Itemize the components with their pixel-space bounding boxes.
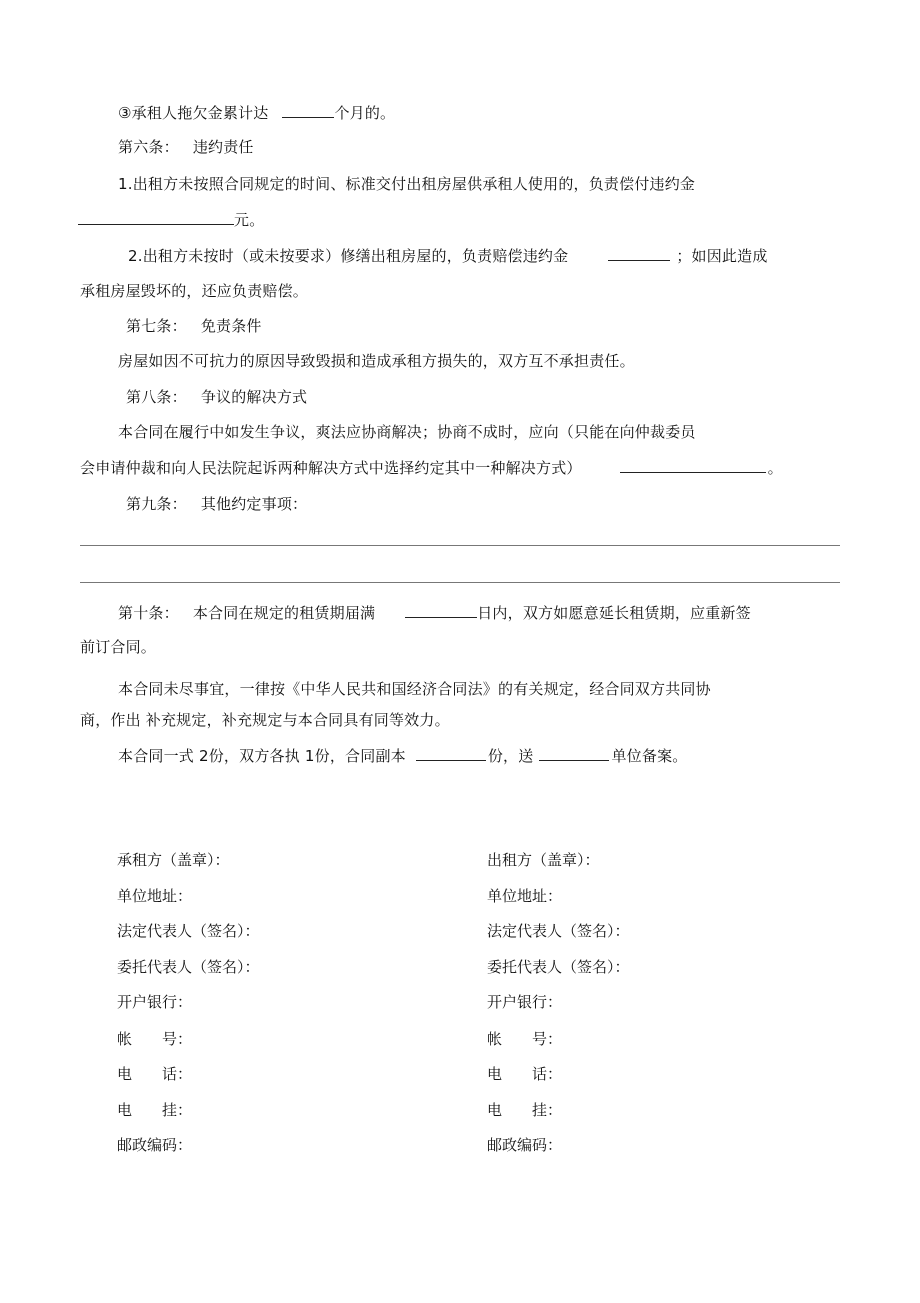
clause10-line1: [118, 601, 751, 624]
clause6-item2-line2: 承租房屋毁坏的，还应负责赔偿。: [80, 282, 309, 300]
clause6-title: 违约责任: [192, 138, 254, 156]
copies-each: 1: [304, 747, 315, 765]
clause7-title: 免责条件: [200, 317, 262, 335]
lessor-agent: 委托代表人（签名）：: [487, 958, 630, 976]
misc-line1: 本合同未尽事宜，一律按《中华人民共和国经济合同法》的有关规定，经合同双方共同协: [118, 680, 711, 698]
clause6-item1-suffix: 元。: [234, 211, 265, 229]
lessor-postcode: 邮政编码：: [487, 1136, 563, 1154]
lessee-agent: 委托代表人（签名）：: [117, 958, 260, 976]
lessee-phone: 电 话：: [117, 1065, 193, 1083]
clause6-item1-line2: [78, 208, 264, 231]
lessor-bank: 开户银行：: [487, 993, 563, 1011]
lessee-bank: 开户银行：: [117, 993, 193, 1011]
copies-count: 2: [198, 747, 209, 765]
clause5-item3-prefix: ③承租人拖欠金累计达: [118, 104, 269, 122]
copies-part4: 份，送: [487, 747, 534, 765]
clause7-body: 房屋如因不可抗力的原因导致毁损和造成承租方损失的，双方互不承担责任。: [118, 352, 635, 370]
clause7-heading: 第七条：: [126, 317, 187, 335]
clause9-heading: 第九条：: [126, 495, 187, 513]
clause6-item2-suffix: ；如因此造成: [676, 247, 768, 265]
lessee-legal-rep: 法定代表人（签名）：: [117, 922, 260, 940]
lessor-phone: 电 话：: [487, 1065, 563, 1083]
lessor-cable: 电 挂：: [487, 1101, 563, 1119]
copies-part1: 本合同一式: [118, 747, 195, 765]
lessor-account: 帐 号：: [487, 1030, 563, 1048]
lessor-title: 出租方（盖章）：: [487, 851, 600, 869]
clause8-line2: [80, 456, 783, 479]
other-terms-rule-1: [80, 545, 840, 546]
copies-part5: 单位备案。: [611, 747, 688, 765]
duplicate-count-blank: [416, 744, 486, 761]
clause6-item1-line1: 1.出租方未按照合同规定的时间、标准交付出租房屋供承租人使用的，负责偿付违约金: [118, 175, 696, 193]
misc-line2: 商，作出 补充规定，补充规定与本合同具有同等效力。: [80, 711, 450, 729]
lessor-legal-rep: 法定代表人（签名）：: [487, 922, 630, 940]
clause10-line2: 前订合同。: [80, 638, 157, 656]
clause10-heading: 第十条：: [118, 604, 179, 622]
lessee-postcode: 邮政编码：: [117, 1136, 193, 1154]
lessor-address: 单位地址：: [487, 887, 563, 905]
copies-line: [118, 744, 687, 767]
lessee-cable: 电 挂：: [117, 1101, 193, 1119]
clause6-item2-line1: [128, 244, 768, 267]
clause8-end: 。: [767, 459, 783, 477]
clause10-suffix: 日内，双方如愿意延长租赁期，应重新签: [477, 604, 751, 622]
clause8-title: 争议的解决方式: [200, 388, 308, 406]
clause8-heading-line: [126, 386, 307, 408]
lessee-title: 承租方（盖章）：: [117, 851, 230, 869]
clause8-heading: 第八条：: [126, 388, 187, 406]
repair-penalty-blank: [608, 244, 670, 261]
other-terms-rule-2: [80, 582, 840, 583]
clause6-item2-prefix: 2.出租方未按时（或未按要求）修缮出租房屋的，负责赔偿违约金: [128, 247, 569, 265]
clause5-item3-line: [118, 101, 395, 124]
copies-part2: 份，双方各执: [208, 747, 300, 765]
lessee-address: 单位地址：: [117, 887, 193, 905]
lessee-account: 帐 号：: [117, 1030, 193, 1048]
clause9-title: 其他约定事项：: [200, 495, 308, 513]
clause6-heading: 第六条：: [118, 138, 179, 156]
clause8-line2-text: 会申请仲裁和向人民法院起诉两种解决方式中选择约定其中一种解决方式）: [80, 459, 582, 477]
filing-unit-blank: [539, 744, 609, 761]
penalty-amount-blank: [78, 208, 234, 225]
clause10-prefix: 本合同在规定的租赁期届满: [192, 604, 376, 622]
copies-part3: 份，合同副本: [314, 747, 406, 765]
clause5-item3-suffix: 个月的。: [334, 104, 396, 122]
clause6-heading-line: [118, 136, 254, 158]
clause9-heading-line: [126, 493, 307, 515]
renewal-days-blank: [405, 601, 477, 618]
dispute-method-blank: [620, 456, 766, 473]
clause7-heading-line: [126, 315, 262, 337]
arrears-months-blank: [282, 101, 334, 118]
clause8-line1: 本合同在履行中如发生争议，爽法应协商解决；协商不成时，应向（只能在向仲裁委员: [118, 423, 696, 441]
